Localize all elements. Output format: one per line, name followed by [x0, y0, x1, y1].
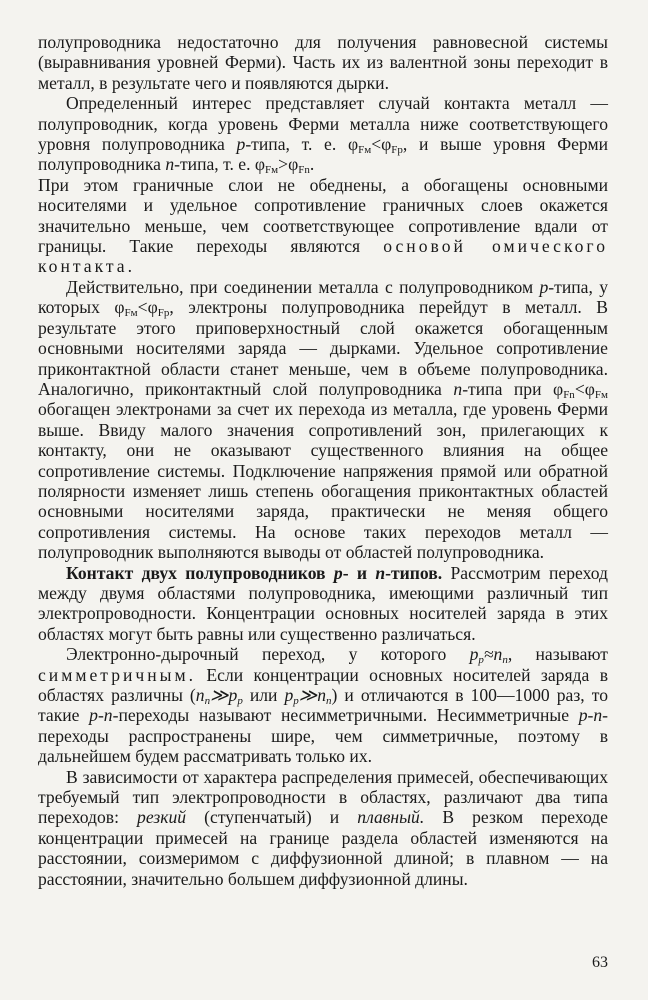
p7-text-e: В резком переходе концентрации примесей на границе раздела областей изменяются на расстоянии, соизмеримом с диффузионной длиной; в плавном — на расстоянии, значительно большем диффузионной длины.	[38, 807, 608, 889]
heading-n: n	[375, 562, 386, 583]
p4-formula-2	[553, 379, 608, 399]
p2-formula-2	[254, 154, 310, 177]
p6-text-b: , называют	[507, 644, 608, 665]
paragraph-1	[38, 32, 608, 93]
formula-subscript: p	[478, 654, 484, 667]
paragraph-2	[38, 93, 608, 175]
p2-n-type: n	[165, 154, 175, 175]
formula-symbol: ≫n	[298, 685, 326, 705]
formula-symbol: n	[195, 685, 205, 705]
section-heading	[66, 563, 442, 583]
formula-symbol: >φ	[278, 154, 299, 175]
formula-subscript: Fn	[298, 164, 310, 177]
p6-text-a: Электронно-дырочный переход, у которого	[66, 644, 470, 665]
formula-symbol: <φ	[574, 378, 595, 399]
formula-symbol: ≈n	[483, 644, 503, 665]
p5-text: Рассмотрим переход между двумя областями полупроводника, имеющими различный тип электропроводности. Концентрации основных носителей заряда в этих областях могут быть равны или существенно различаться.	[38, 562, 608, 644]
page-number: 63	[592, 954, 608, 971]
p7-text-c: (ступенчатый) и	[186, 807, 358, 828]
p4-p-type: p	[539, 276, 549, 297]
formula-subscript: Fм	[265, 164, 279, 177]
p7-term-smooth: плавный.	[357, 807, 425, 828]
formula-subscript: Fp	[157, 307, 170, 320]
formula-subscript: n	[502, 654, 508, 667]
p6-formula-3	[284, 685, 331, 705]
formula-subscript: Fp	[391, 144, 403, 157]
p2-formula-1	[347, 134, 403, 157]
formula-subscript: Fм	[594, 388, 608, 401]
formula-subscript: Fn	[563, 388, 575, 401]
p7-term-sharp: резкий	[137, 807, 187, 828]
formula-symbol: φ	[347, 134, 359, 155]
p4-text-g: -типа при	[462, 378, 554, 399]
p2-text-h: .	[309, 154, 315, 175]
p2-text-g: -типа, т. е.	[174, 154, 255, 175]
p2-text-a: Определенный интерес представляет случай контакта металл — полупроводник, когда уровень Ферми металла ниже соответствующего уровня полупроводника	[38, 93, 608, 155]
p6-formula-1	[469, 644, 508, 667]
formula-subscript: Fм	[358, 144, 372, 157]
p4-text-h: обогащен электронами за счет их перехода из металла, где уровень Ферми выше. Ввиду малого значения сопротивлений зон, прилегающих к контакту, они не оказывают существенного влияния на общее сопротивление системы. Подключение напряжения прямой или обратной полярности изменяет лишь степень обогащения приконтактных областей основными носителями заряда, практически не меняя общего сопротивления системы. На основе таких переходов металл — полупроводник выполняются выводы от областей полупроводника.	[38, 399, 608, 563]
paragraph-7	[38, 767, 608, 889]
p6-spaced-term: симметричным.	[38, 664, 197, 685]
formula-subscript: Fм	[124, 307, 138, 320]
p6-text-i: -переходы называют несимметричными. Несимметричные	[112, 705, 579, 726]
p4-text-c: -типа, у которых	[38, 276, 609, 318]
p2-text-d: , и выше уровня Ферми полупроводника	[38, 134, 608, 175]
p6-text-g: ) и отличаются в 100—1000 раз, то такие	[38, 685, 608, 726]
p6-text-e: или	[242, 685, 285, 705]
formula-symbol: φ	[254, 154, 266, 175]
formula-subscript: p	[237, 695, 243, 707]
paragraph-4	[38, 277, 608, 563]
formula-symbol: ≫p	[210, 685, 238, 705]
formula-subscript: n	[204, 695, 211, 707]
formula-subscript: p	[293, 695, 299, 707]
paragraph-3	[38, 175, 608, 277]
formula-symbol: p	[284, 685, 294, 705]
p7-text-a: В зависимости от характера распределения примесей, обеспечивающих требуемый тип электропроводности в областях, различают два типа переходов:	[38, 766, 608, 828]
p6-pn-term: p-n	[89, 705, 113, 726]
paragraph-1-text: полупроводника недостаточно для получения равновесной системы (выравнивания уровней Ферми). Часть их из валентной зоны переходит в металл, в результате чего и появляются дырки.	[38, 32, 608, 93]
formula-symbol: p	[469, 644, 479, 665]
formula-symbol: <φ	[137, 297, 158, 318]
formula-symbol: φ	[553, 378, 564, 399]
formula-symbol: φ	[114, 297, 125, 318]
formula-subscript: n	[326, 695, 332, 707]
p4-text-d: , электроны полупроводника перейдут в металл. В результате этого приповерхностный слой окажется обогащенным основными носителями заряда — дырками. Удельное сопротивление приконтактной области станет меньше, чем в объеме полупроводника. Аналогично, приконтактный слой полупроводника	[38, 297, 608, 399]
p6-pn-term: p-n	[578, 705, 603, 726]
p6-text-d: Если концентрации основных носителей заряда в областях различны (	[38, 664, 608, 705]
heading-end: -типов.	[385, 562, 443, 583]
p3-spaced-term: основой омического контакта.	[38, 236, 608, 277]
p4-n-type: n	[453, 378, 463, 399]
p2-p-type: p	[236, 134, 246, 155]
paragraph-6	[38, 644, 608, 766]
p4-text-a: Действительно, при соединении металла с полупроводником	[66, 276, 540, 297]
p3-text: При этом граничные слои не обеднены, а обогащены основными носителями и удельное сопротивление граничных слоев окажется значительно меньше, чем соответствующее сопротивление вдали от границы. Такие переходы являются	[38, 174, 608, 257]
p2-text-c: -типа, т. е.	[245, 134, 348, 155]
heading-p: p	[333, 562, 343, 583]
p6-formula-2	[196, 685, 243, 705]
heading-mid: - и	[342, 562, 376, 583]
formula-symbol: <φ	[371, 134, 392, 155]
p6-text-k: -переходы распространены шире, чем симметричные, поэтому в дальнейшем будем рассматривать только их.	[38, 705, 608, 767]
heading-text: Контакт двух полупроводников	[66, 562, 334, 583]
paragraph-5	[38, 563, 608, 645]
p4-formula-1	[114, 297, 170, 320]
